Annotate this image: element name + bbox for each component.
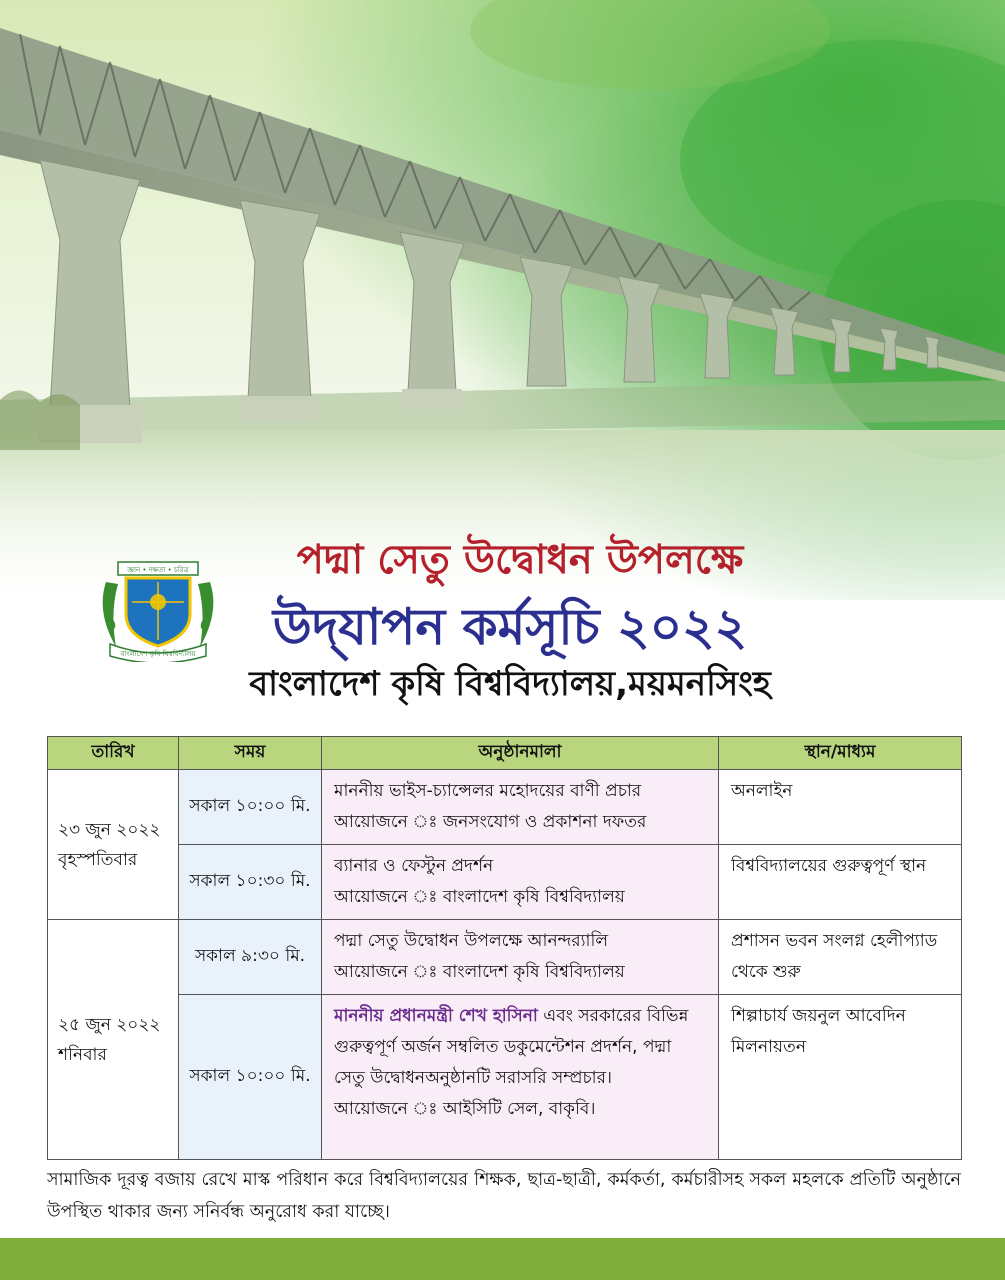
program-highlight: মাননীয় প্রধানমন্ত্রী শেখ হাসিনা [334,1006,538,1026]
program-cell [322,920,719,995]
university-logo [96,552,220,662]
bridge-illustration [0,0,1005,600]
program-text: ব্যানার ও ফেস্টুন প্রদর্শন [334,856,494,876]
venue-cell: প্রশাসন ভবন সংলগ্ন হেলীপ্যাড থেকে শুরু [719,920,962,995]
date-text: ২৩ জুন ২০২২ [58,819,161,840]
table-row [48,920,962,995]
title-occasion: পদ্মা সেতু উদ্বোধন উপলক্ষে [296,537,744,583]
time-cell: সকাল ১০:৩০ মি. [179,845,322,920]
venue-cell: অনলাইন [719,770,962,845]
logo-bottom-text: বাংলাদেশ কৃষি বিশ্ববিদ্যালয় [120,650,196,658]
program-cell [322,770,719,845]
time-cell: সকাল ১০:০০ মি. [179,995,322,1160]
title-university: বাংলাদেশ কৃষি বিশ্ববিদ্যালয়,ময়মনসিংহ [249,664,771,704]
university-emblem-icon [96,552,220,662]
program-rest: এবং সরকারের বিভিন্ন গুরুত্বপূর্ণ অর্জন সম্বলিত ডকুমেন্টেশন প্রদর্শন, পদ্মা সেতু উদ্বোধনঅনুষ্ঠানটি সরাসরি সম্প্রচার। [334,1006,689,1088]
schedule-table [47,736,962,1160]
logo-top-text: জ্ঞান • দক্ষতা • চরিত্র [127,566,189,574]
header-date: তারিখ [48,737,179,770]
time-cell: সকাল ৯:৩০ মি. [179,920,322,995]
table-header-row [48,737,962,770]
organizer-text: আয়োজনে ঃ বাংলাদেশ কৃষি বিশ্ববিদ্যালয় [334,962,625,982]
title-program: উদ্‌যাপন কর্মসূচি ২০২২ [272,598,748,656]
header-venue: স্থান/মাধ্যম [719,737,962,770]
date-text: ২৫ জুন ২০২২ [58,1014,161,1035]
table-row [48,995,962,1160]
program-text: মাননীয় ভাইস-চ্যান্সেলর মহোদয়ের বাণী প্রচার [334,781,642,801]
program-text [334,1001,706,1094]
organizer-text: আয়োজনে ঃ আইসিটি সেল, বাকৃবি। [334,1099,596,1119]
hero-bridge-image [0,0,1005,600]
organizer-text: আয়োজনে ঃ জনসংযোগ ও প্রকাশনা দফতর [334,812,647,832]
date-cell [48,770,179,920]
header-program: অনুষ্ঠানমালা [322,737,719,770]
venue-cell: বিশ্ববিদ্যালয়ের গুরুত্বপূর্ণ স্থান [719,845,962,920]
venue-cell: শিল্পাচার্য জয়নুল আবেদিন মিলনায়তন [719,995,962,1160]
program-cell [322,995,719,1160]
table-row [48,845,962,920]
program-cell [322,845,719,920]
organizer-text: আয়োজনে ঃ বাংলাদেশ কৃষি বিশ্ববিদ্যালয় [334,887,625,907]
time-cell: সকাল ১০:০০ মি. [179,770,322,845]
day-text: বৃহস্পতিবার [58,849,138,870]
table-row [48,770,962,845]
date-cell [48,920,179,1160]
bottom-bar [0,1238,1005,1280]
program-text: পদ্মা সেতু উদ্বোধন উপলক্ষে আনন্দর‍্যালি [334,931,609,951]
header-time: সময় [179,737,322,770]
notice-text: সামাজিক দূরত্ব বজায় রেখে মাস্ক পরিধান করে বিশ্ববিদ্যালয়ের শিক্ষক, ছাত্র-ছাত্রী, কর্মকর্তা, কর্মচারীসহ সকল মহলকে প্রতিটি অনুষ্ঠানে উপস্থিত থাকার জন্য সনির্বন্ধ অনুরোধ করা যাচ্ছে। [47,1170,961,1222]
day-text: শনিবার [58,1044,107,1065]
